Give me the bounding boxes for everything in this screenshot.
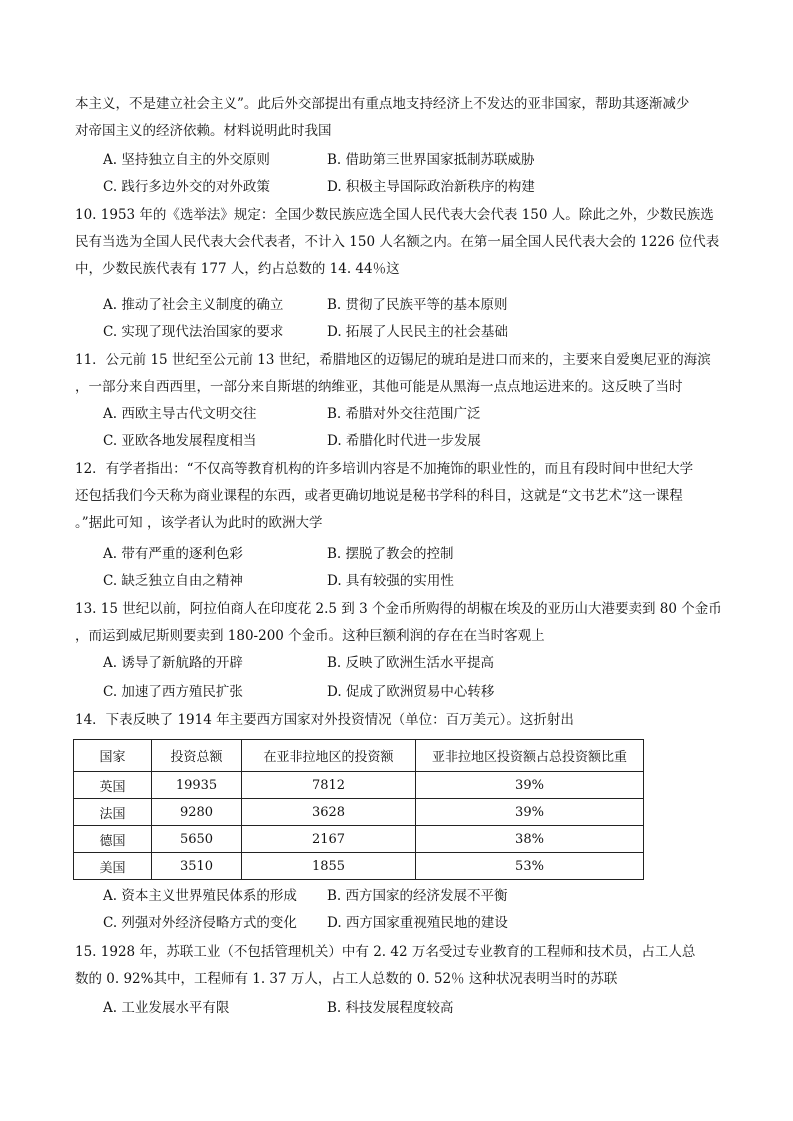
q13-option-c: C. 加速了西方殖民扩张 (103, 684, 243, 700)
q11-option-b: B. 希腊对外交往范围广泛 (327, 406, 481, 422)
table-cell: 19935 (152, 772, 242, 799)
q13-stem-line-2: ，而运到威尼斯则要卖到 180-200 个金币。这种巨额利润的存在在当时客观上 (75, 628, 545, 644)
table-cell: 美国 (74, 853, 152, 880)
q9-stem-line-2: 对帝国主义的经济依赖。材料说明此时我国 (75, 123, 332, 139)
investment-table (73, 739, 644, 880)
q9-option-b: B. 借助第三世界国家抵制苏联威胁 (327, 152, 535, 168)
q11-option-d: D. 希腊化时代进一步发展 (327, 433, 481, 449)
q11-option-a: A. 西欧主导古代文明交往 (103, 406, 257, 422)
q12-option-c: C. 缺乏独立自由之精神 (103, 573, 243, 589)
table-header-cell: 亚非拉地区投资额占总投资额比重 (416, 740, 644, 772)
q14-stem-line-1: 14．下表反映了 1914 年主要西方国家对外投资情况（单位：百万美元）。这折射出 (75, 712, 574, 728)
q13-option-d: D. 促成了欧洲贸易中心转移 (327, 684, 495, 700)
q12-option-d: D. 具有较强的实用性 (327, 573, 454, 589)
q13-option-a: A. 诱导了新航路的开辟 (103, 655, 243, 671)
q10-option-d: D. 拓展了人民民主的社会基础 (327, 324, 508, 340)
table-row (74, 826, 644, 853)
q11-stem-line-2: ，一部分来自西西里，一部分来自斯堪的纳维亚，其他可能是从黑海一点点地运进来的。这反映了当时 (75, 379, 683, 395)
q9-option-c: C. 践行多边外交的对外政策 (103, 179, 270, 195)
table-cell: 9280 (152, 799, 242, 826)
q14-option-c: C. 列强对外经济侵略方式的变化 (103, 915, 297, 931)
table-cell: 2167 (242, 826, 416, 853)
q9-stem-line-1: 本主义，不是建立社会主义”。此后外交部提出有重点地支持经济上不发达的亚非国家，帮助其逐渐减少 (75, 96, 690, 112)
table-row (74, 772, 644, 799)
q14-option-d: D. 西方国家重视殖民地的建设 (327, 915, 508, 931)
table-cell: 38% (416, 826, 644, 853)
q9-option-d: D. 积极主导国际政治新秩序的构建 (327, 179, 535, 195)
table-cell: 39% (416, 772, 644, 799)
table-cell: 1855 (242, 853, 416, 880)
q14-option-a: A. 资本主义世界殖民体系的形成 (103, 888, 297, 904)
q15-stem-line-2: 数的 0. 92%其中，工程师有 1. 37 万人，占工人总数的 0. 52％ 这种状况表明当时的苏联 (75, 971, 618, 987)
table-header-cell: 投资总额 (152, 740, 242, 772)
table-header-cell: 国家 (74, 740, 152, 772)
q15-stem-line-1: 15. 1928 年，苏联工业（不包括管理机关）中有 2. 42 万名受过专业教育的工程师和技术员，占工人总 (75, 944, 696, 960)
q12-option-b: B. 摆脱了教会的控制 (327, 546, 454, 562)
q12-stem-line-2: 还包括我们今天称为商业课程的东西，或者更确切地说是秘书学科的科目，这就是“文书艺术”这一课程 (75, 488, 683, 504)
table-cell: 39% (416, 799, 644, 826)
q10-option-a: A. 推动了社会主义制度的确立 (103, 297, 284, 313)
table-cell: 3510 (152, 853, 242, 880)
table-cell: 53% (416, 853, 644, 880)
q10-stem-line-1: 10. 1953 年的《选举法》规定：全国少数民族应选全国人民代表大会代表 150 人。除此之外，少数民族选 (75, 207, 714, 223)
q14-option-b: B. 西方国家的经济发展不平衡 (327, 888, 508, 904)
q12-stem-line-1: 12．有学者指出：“不仅高等教育机构的许多培训内容是不加掩饰的职业性的，而且有段时间中世纪大学 (75, 461, 694, 477)
q15-option-b: B. 科技发展程度较高 (327, 1000, 454, 1016)
q12-option-a: A. 带有严重的逐利色彩 (103, 546, 243, 562)
q11-stem-line-1: 11．公元前 15 世纪至公元前 13 世纪，希腊地区的迈锡尼的琥珀是进口而来的，主要来自爱奥尼亚的海滨 (75, 352, 711, 368)
q13-option-b: B. 反映了欧洲生活水平提高 (327, 655, 495, 671)
q10-stem-line-3: 中，少数民族代表有 177 人，约占总数的 14. 44％这 (75, 261, 400, 277)
table-row (74, 799, 644, 826)
table-cell: 5650 (152, 826, 242, 853)
table-cell: 3628 (242, 799, 416, 826)
table-cell: 英国 (74, 772, 152, 799)
q13-stem-line-1: 13. 15 世纪以前，阿拉伯商人在印度花 2.5 到 3 个金币所购得的胡椒在埃及的亚历山大港要卖到 80 个金币 (75, 601, 722, 617)
q15-option-a: A. 工业发展水平有限 (103, 1000, 230, 1016)
q12-stem-line-3: 。”据此可知 ，该学者认为此时的欧洲大学 (75, 515, 323, 531)
table-header-cell: 在亚非拉地区的投资额 (242, 740, 416, 772)
table-cell: 德国 (74, 826, 152, 853)
q9-option-a: A. 坚持独立自主的外交原则 (103, 152, 270, 168)
table-cell: 法国 (74, 799, 152, 826)
q11-option-c: C. 亚欧各地发展程度相当 (103, 433, 257, 449)
table-row (74, 853, 644, 880)
q10-option-c: C. 实现了现代法治国家的要求 (103, 324, 284, 340)
table-cell: 7812 (242, 772, 416, 799)
q10-stem-line-2: 民有当选为全国人民代表大会代表者，不计入 150 人名额之内。在第一届全国人民代表大会的 1226 位代表 (75, 234, 720, 250)
table-header-row (74, 740, 644, 772)
q10-option-b: B. 贯彻了民族平等的基本原则 (327, 297, 508, 313)
